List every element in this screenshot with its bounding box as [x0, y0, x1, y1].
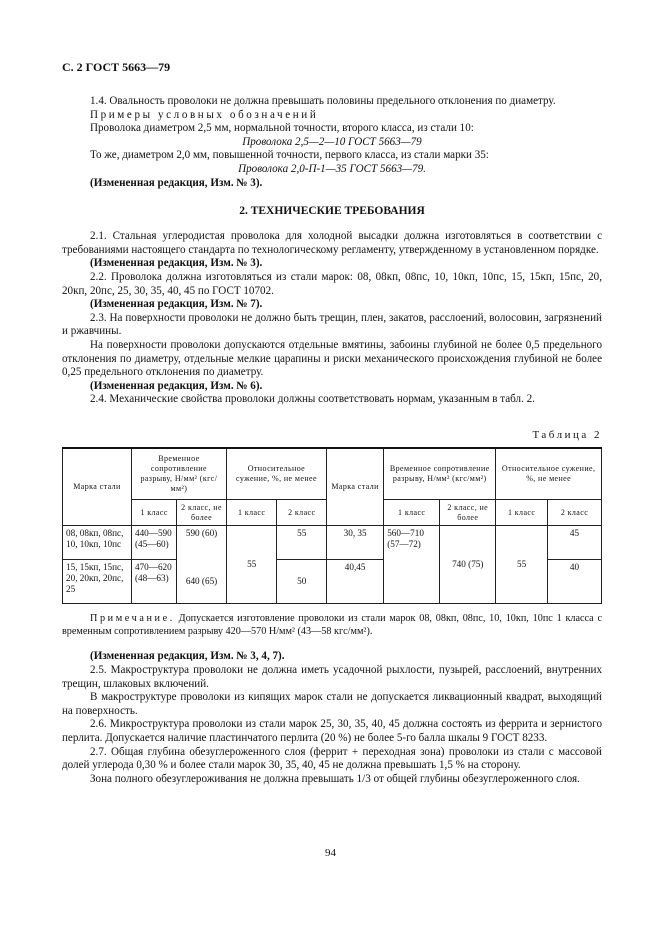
- header-class-2: 2 класс: [548, 500, 602, 526]
- section-title: 2. ТЕХНИЧЕСКИЕ ТРЕБОВАНИЯ: [239, 205, 425, 218]
- clause-2-3: 2.3. На поверхности проволоки не должно быть трещин, плен, закатов, расслоений, волосовин, загрязнений и ржавчины.: [62, 311, 602, 338]
- clause-2-7-b-pre: Зона полного обезуглероживания не должна превышать: [90, 772, 354, 785]
- table-cell-narrowing-1: 55: [226, 526, 277, 604]
- edition-note: (Измененная редакция, Изм. № 7).: [90, 298, 263, 311]
- header-class-1: 1 класс: [384, 500, 440, 526]
- header-grade: Марка стали: [327, 448, 384, 526]
- clause-2-7: 2.7. Общая глубина обезуглероженного слоя (феррит + переходная зона) проволоки из стали с массовой долей углерода 0,30 % и более стали марок 30, 35, 40, 45 не должна превышать 1,5 % на сторону.: [62, 745, 602, 772]
- note-label: Примечание.: [90, 613, 175, 625]
- table-cell-narrowing-1: 55: [496, 526, 548, 604]
- table-cell-strength-2: 640 (65): [177, 560, 227, 604]
- example-1-text: Проволока диаметром 2,5 мм, нормальной точности, второго класса, из стали 10:: [90, 122, 474, 135]
- clause-2-4: 2.4. Механические свойства проволоки должны соответствовать нормам, указанным в табл. 2.: [90, 393, 535, 406]
- clause-2-7-b: [62, 773, 602, 787]
- example-2-text: То же, диаметром 2,0 мм, повышенной точности, первого класса, из стали марки 35:: [90, 149, 489, 162]
- clause-2-7-b-post: от общей глубины обезуглероженного слоя.: [373, 772, 580, 785]
- example-2-code: Проволока 2,0-П-1—35 ГОСТ 5663—79.: [238, 162, 426, 175]
- edition-note: (Измененная редакция, Изм. № 3, 4, 7).: [90, 650, 285, 663]
- header-grade: Марка стали: [63, 448, 132, 526]
- table-cell-narrowing-2: 45: [548, 526, 602, 560]
- table-cell-strength-2: 740 (75): [440, 526, 496, 604]
- table-caption: Таблица 2: [532, 428, 602, 441]
- note-text: Допускается изготовление проволоки из стали марок 08, 08кп, 08пс, 10, 10кп, 10пс 1 класса с временным сопротивлением разрыву 420—570 Н/мм² (43—58 кгс/мм²).: [62, 613, 603, 638]
- table-cell-strength-1: 560—710 (57—72): [384, 526, 440, 560]
- header-class-1: 1 класс: [131, 500, 176, 526]
- header-class-2-max: 2 класс, не более: [177, 500, 227, 526]
- header-class-2-max: 2 класс, не более: [440, 500, 496, 526]
- table-cell-grade: 08, 08кп, 08пс, 10, 10кп, 10пс: [63, 526, 132, 560]
- edition-note: (Измененная редакция, Изм. № 6).: [90, 379, 263, 392]
- mechanical-properties-table: [62, 447, 602, 605]
- edition-note: (Измененная редакция, Изм. № 3).: [90, 257, 263, 270]
- header-strength: Временное сопротивление разрыву, Н/мм² (кгс/мм²): [384, 448, 496, 500]
- header-strength: Временное сопротивление разрыву, Н/мм² (кгс/мм²): [131, 448, 226, 500]
- table-note: [62, 612, 602, 638]
- table-cell-grade: 15, 15кп, 15пс, 20, 20кп, 20пс, 25: [63, 560, 132, 604]
- table-cell-strength-1: 470—620 (48—63): [131, 560, 176, 604]
- table-cell-narrowing-2: 55: [277, 526, 327, 560]
- header-class-1: 1 класс: [496, 500, 548, 526]
- table-cell-narrowing-2: 50: [277, 560, 327, 604]
- table-cell-empty: [384, 560, 440, 604]
- page-number: 94: [325, 847, 336, 859]
- header-narrowing: Относительное сужение, %, не менее: [226, 448, 326, 500]
- document-page: [62, 60, 602, 786]
- table-cell-grade: 30, 35: [327, 526, 384, 560]
- table-cell-strength-1: 440—590 (45—60): [131, 526, 176, 560]
- table-cell-grade: 40,45: [327, 560, 384, 604]
- clause-2-2: 2.2. Проволока должна изготовляться из стали марок: 08, 08кп, 08пс, 10, 10кп, 10пс, 15, 15кп, 15пс, 20, 20кп, 20пс, 25, 30, 35, 40, 45 по ГОСТ 10702.: [62, 270, 602, 297]
- header-narrowing: Относительное сужение, %, не менее: [496, 448, 602, 500]
- page-header: С. 2 ГОСТ 5663—79: [62, 60, 171, 74]
- header-class-2: 2 класс: [277, 500, 327, 526]
- clause-2-5-b: В макроструктуре проволоки из кипящих марок стали не допускается ликвационный квадрат, выходящий на поверхность.: [62, 691, 602, 717]
- example-1-code: Проволока 2,5—2—10 ГОСТ 5663—79: [242, 135, 422, 148]
- clause-2-3-b: На поверхности проволоки допускаются отдельные вмятины, забоины глубиной не более 0,5 предельного отклонения по диаметру, отдельные мелкие царапины и риски механического происхождения глубиной не более 0,25 предельного отклонения по диаметру.: [62, 338, 602, 379]
- fraction: 1/3: [356, 772, 371, 785]
- clause-2-6: 2.6. Микроструктура проволоки из стали марок 25, 30, 35, 40, 45 должна состоять из феррита и зернистого перлита. Допускается наличие пластинчатого перлита (20 %) не более 5-го балла шкалы 9 ГОСТ 8233.: [62, 718, 602, 744]
- clause-1-4: 1.4. Овальность проволоки не должна превышать половины предельного отклонения по диаметру.: [90, 95, 556, 107]
- header-class-1: 1 класс: [226, 500, 277, 526]
- examples-title: Примеры условных обозначений: [90, 108, 319, 121]
- clause-2-1: 2.1. Стальная углеродистая проволока для холодной высадки должна изготовляться в соответствии с требованиями настоящего стандарта по технологическому регламенту, утвержденному в установленном порядке.: [62, 230, 602, 256]
- table-cell-strength-2: 590 (60): [177, 526, 227, 560]
- edition-note: (Измененная редакция, Изм. № 3).: [90, 176, 263, 189]
- clause-2-5: 2.5. Макроструктура проволоки не должна иметь усадочной рыхлости, пузырей, расслоений, внутренних трещин, шлаковых включений.: [62, 663, 602, 690]
- table-cell-narrowing-2: 40: [548, 560, 602, 604]
